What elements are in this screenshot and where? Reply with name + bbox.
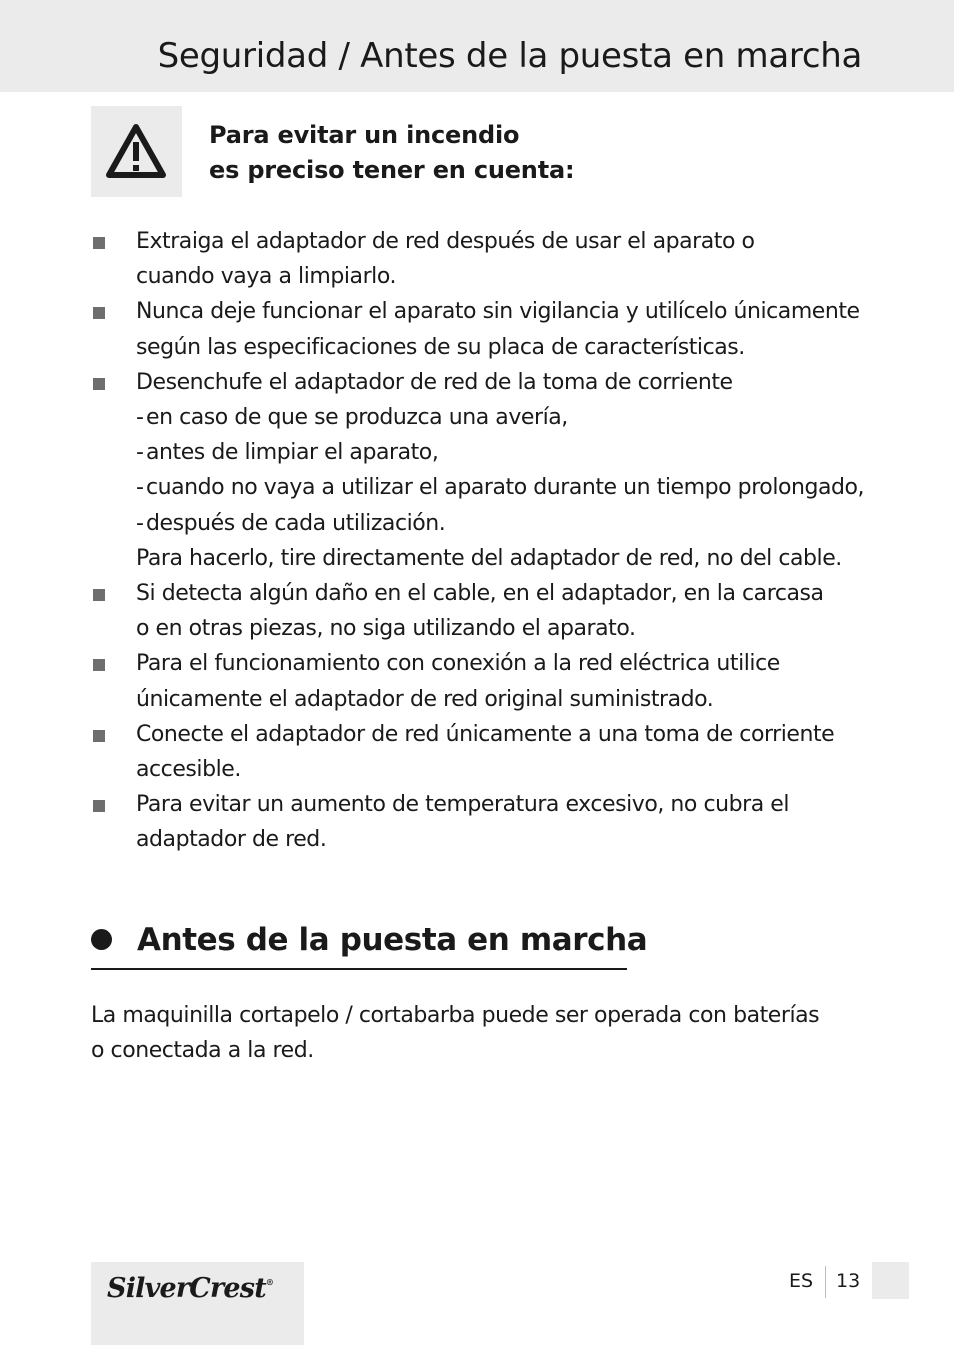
warning-heading (209, 118, 574, 188)
square-bullet-icon (93, 378, 105, 390)
square-bullet-icon (93, 800, 105, 812)
list-item (91, 294, 881, 364)
square-bullet-icon (93, 659, 105, 671)
section-heading: Antes de la puesta en marcha (137, 922, 648, 958)
sub-list-item: - después de cada utilización. (136, 510, 446, 536)
warning-heading-line-1: Para evitar un incendio (209, 121, 520, 149)
list-item-closing: Para hacerlo, tire directamente del adaptador de red, no del cable. (136, 545, 842, 571)
sub-list-item-text: después de cada utilización. (146, 510, 446, 536)
round-bullet-icon (91, 929, 112, 950)
list-item-line: o en otras piezas, no siga utilizando el aparato. (136, 616, 636, 642)
list-item (91, 646, 881, 716)
list-item-line: cuando vaya a limpiarlo. (136, 264, 396, 290)
square-bullet-icon (93, 307, 105, 319)
footer-language: ES (789, 1270, 814, 1292)
list-item (91, 224, 881, 294)
brand-logo (107, 1273, 273, 1304)
list-item-line: Conecte el adaptador de red únicamente a una toma de corriente (136, 721, 835, 747)
page-title: Seguridad / Antes de la puesta en marcha (157, 36, 862, 76)
square-bullet-icon (93, 237, 105, 249)
sub-list-item-text: en caso de que se produzca una avería, (146, 405, 568, 431)
list-item (91, 787, 881, 857)
list-item-line: únicamente el adaptador de red original suministrado. (136, 686, 714, 712)
list-item-line: Para evitar un aumento de temperatura excesivo, no cubra el (136, 792, 790, 818)
sub-list-item: - cuando no vaya a utilizar el aparato durante un tiempo prolongado, (136, 475, 865, 501)
section-body-line-1: La maquinilla cortapelo / cortabarba puede ser operada con baterías (91, 1003, 820, 1028)
footer-logo-box (91, 1262, 304, 1345)
list-item (91, 717, 881, 787)
list-item (91, 365, 881, 576)
list-item-line: adaptador de red. (136, 827, 327, 853)
sub-list-item-text: antes de limpiar el aparato, (146, 440, 439, 466)
safety-bullet-list (91, 224, 881, 858)
square-bullet-icon (93, 730, 105, 742)
warning-heading-line-2: es preciso tener en cuenta: (209, 156, 575, 184)
square-bullet-icon (93, 589, 105, 601)
footer-tab (872, 1262, 909, 1299)
list-item-line: accesible. (136, 757, 241, 783)
footer-divider (825, 1266, 826, 1298)
warning-triangle-icon (105, 123, 167, 179)
sub-list-item-text: cuando no vaya a utilizar el aparato durante un tiempo prolongado, (146, 475, 865, 501)
section-body (91, 998, 881, 1068)
page-number: 13 (836, 1270, 861, 1292)
list-item-line: Nunca deje funcionar el aparato sin vigilancia y utilícelo únicamente (136, 299, 860, 325)
list-item (91, 576, 881, 646)
list-item-line: Extraiga el adaptador de red después de usar el aparato o (136, 229, 755, 254)
section-heading-block (91, 922, 648, 970)
registered-mark: ® (265, 1277, 274, 1287)
sub-list-item: - en caso de que se produzca una avería, (136, 405, 568, 431)
brand-name: SilverCrest (107, 1273, 266, 1304)
list-item-line: Si detecta algún daño en el cable, en el adaptador, en la carcasa (136, 581, 824, 607)
section-body-line-2: o conectada a la red. (91, 1038, 314, 1064)
warning-box (91, 106, 182, 197)
list-item-line: según las especificaciones de su placa de características. (136, 334, 745, 360)
sub-list-item: - antes de limpiar el aparato, (136, 440, 439, 466)
list-item-line: Para el funcionamiento con conexión a la red eléctrica utilice (136, 651, 780, 677)
list-item-line: Desenchufe el adaptador de red de la toma de corriente (136, 369, 733, 395)
